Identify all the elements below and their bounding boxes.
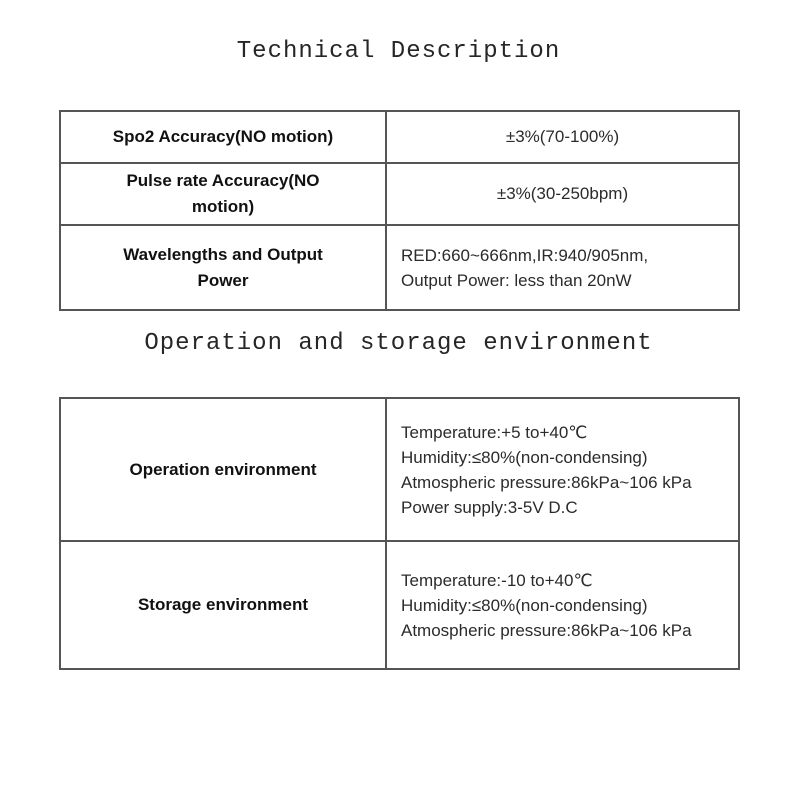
spec-value-spo2-accuracy: ±3%(70-100%) xyxy=(386,111,739,163)
spec-value-wavelengths xyxy=(386,225,739,310)
spec-label-storage-environment: Storage environment xyxy=(60,541,386,669)
spec-label-pulse-rate-accuracy: Pulse rate Accuracy(NO motion) xyxy=(60,163,386,225)
table-row-spo2-accuracy xyxy=(60,111,739,163)
table-row-wavelengths xyxy=(60,225,739,310)
environment-spec-table xyxy=(59,397,740,670)
spec-label-spo2-accuracy: Spo2 Accuracy(NO motion) xyxy=(60,111,386,163)
storage-env-atmospheric-pressure: Atmospheric pressure:86kPa~106 kPa xyxy=(401,620,692,640)
table-row-pulse-rate-accuracy xyxy=(60,163,739,225)
spec-label-operation-environment: Operation environment xyxy=(60,398,386,541)
table-row-operation-environment xyxy=(60,398,739,541)
storage-env-humidity: Humidity:≤80%(non-condensing) xyxy=(401,595,648,615)
wavelengths-line-1: RED:660~666nm,IR:940/905nm, xyxy=(401,245,649,265)
spec-value-storage-environment xyxy=(386,541,739,669)
storage-env-temperature: Temperature:-10 to+40℃ xyxy=(401,570,593,590)
spec-value-pulse-rate-accuracy: ±3%(30-250bpm) xyxy=(386,163,739,225)
heading-technical-description: Technical Description xyxy=(236,38,561,65)
operation-env-power-supply: Power supply:3-5V D.C xyxy=(401,497,578,517)
operation-env-temperature: Temperature:+5 to+40℃ xyxy=(401,422,588,442)
wavelengths-line-2: Output Power: less than 20nW xyxy=(401,270,632,290)
table-row-storage-environment xyxy=(60,541,739,669)
spec-label-wavelengths: Wavelengths and Output Power xyxy=(60,225,386,310)
operation-env-atmospheric-pressure: Atmospheric pressure:86kPa~106 kPa xyxy=(401,472,692,492)
technical-spec-table xyxy=(59,110,740,311)
spec-value-operation-environment xyxy=(386,398,739,541)
operation-env-humidity: Humidity:≤80%(non-condensing) xyxy=(401,447,648,467)
heading-operation-storage-environment: Operation and storage environment xyxy=(144,330,653,357)
